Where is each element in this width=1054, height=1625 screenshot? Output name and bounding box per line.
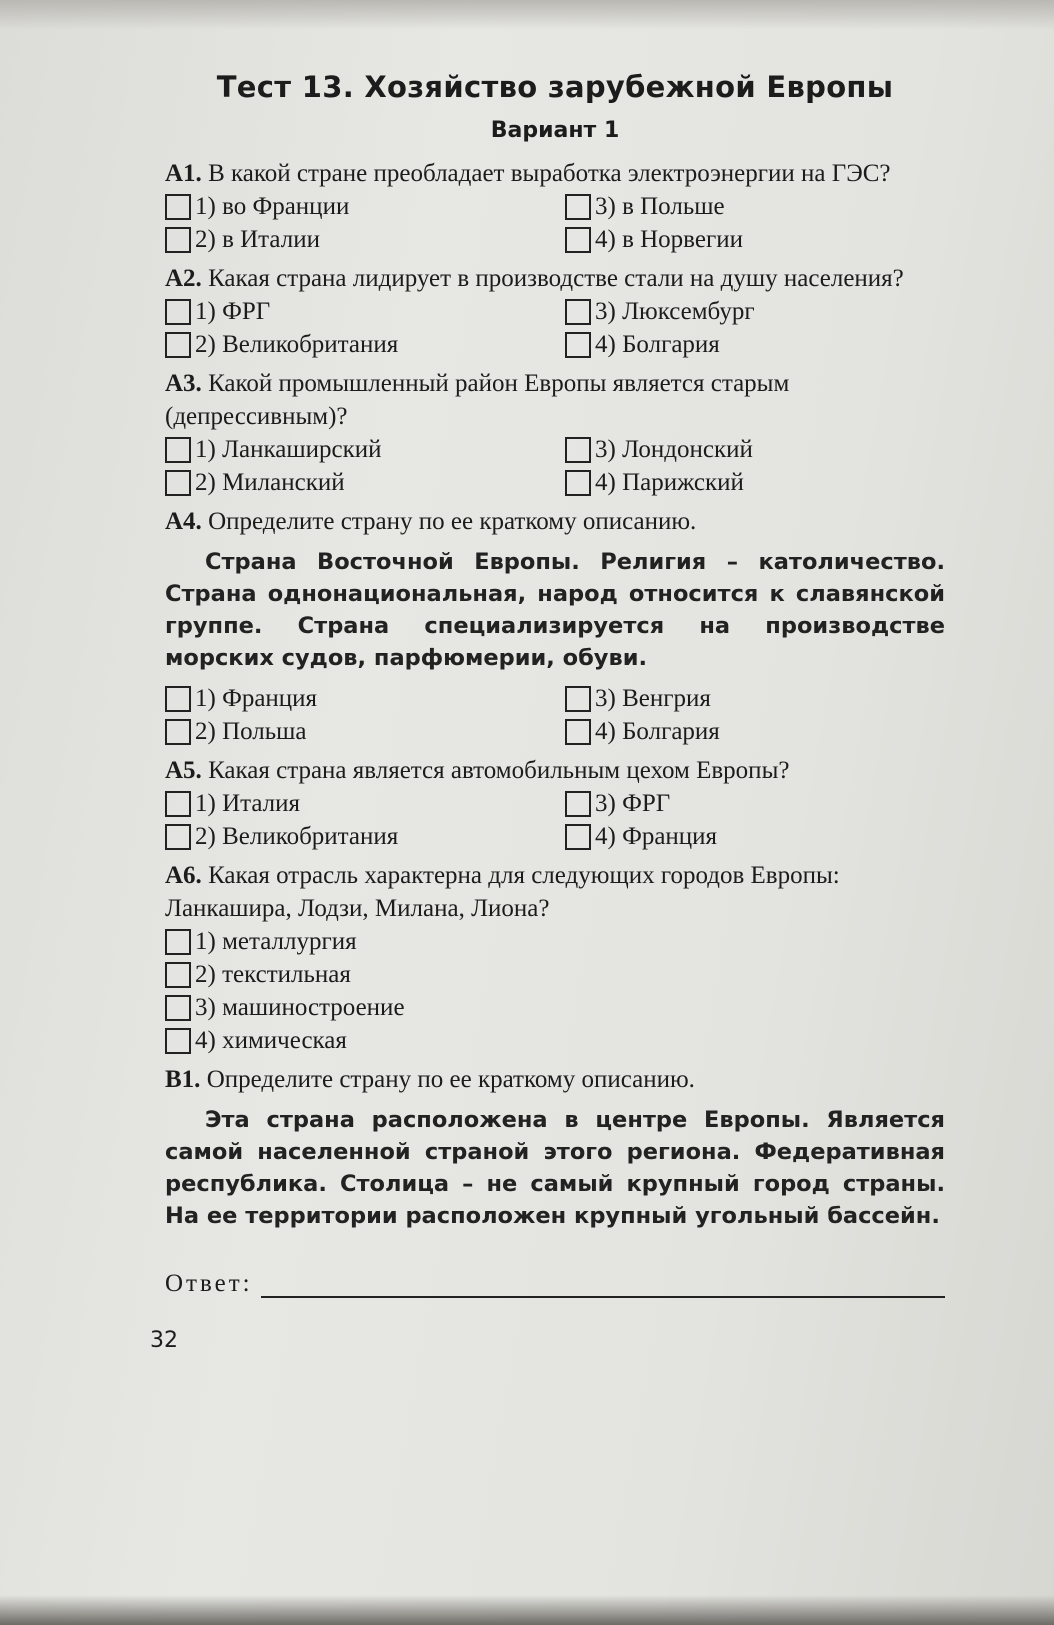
answer-row (165, 1266, 945, 1298)
checkbox[interactable] (165, 791, 191, 817)
question-a1 (165, 157, 945, 256)
checkbox[interactable] (165, 929, 191, 955)
question-prompt: Определите страну по ее краткому описанию. (206, 1066, 695, 1093)
option-3[interactable] (565, 787, 945, 820)
option-4[interactable] (565, 328, 945, 361)
question-prompt: Определите страну по ее краткому описанию. (208, 508, 697, 535)
question-text (165, 505, 945, 538)
option-3[interactable] (565, 190, 945, 223)
checkbox[interactable] (165, 995, 191, 1021)
checkbox[interactable] (565, 332, 591, 358)
option-4[interactable] (565, 715, 945, 748)
question-number: А2. (165, 265, 202, 292)
option-label: 3) Люксембург (595, 298, 755, 325)
options-grid (165, 433, 945, 499)
question-a3 (165, 367, 945, 499)
checkbox[interactable] (565, 824, 591, 850)
checkbox[interactable] (565, 227, 591, 253)
question-prompt: Какая отрасль характерна для следующих городов Европы: Ланкашира, Лодзи, Милана, Лиона? (165, 862, 840, 922)
page-number: 32 (150, 1328, 178, 1353)
question-number: А6. (165, 862, 202, 889)
option-label: 3) ФРГ (595, 790, 671, 817)
option-label: 2) Великобритания (195, 331, 399, 358)
options-grid (165, 190, 945, 256)
option-1[interactable] (165, 787, 565, 820)
option-label: 4) Франция (595, 823, 718, 850)
option-label: 2) Великобритания (195, 823, 399, 850)
option-label: 2) текстильная (195, 961, 351, 988)
checkbox[interactable] (565, 686, 591, 712)
option-label: 3) Лондонский (595, 436, 753, 463)
option-2[interactable] (165, 466, 565, 499)
option-2[interactable] (165, 958, 945, 991)
option-label: 1) Ланкаширский (195, 436, 382, 463)
answer-input-line[interactable] (261, 1266, 945, 1298)
options-grid (165, 682, 945, 748)
options-grid (165, 787, 945, 853)
option-2[interactable] (165, 820, 565, 853)
question-text (165, 367, 945, 433)
option-4[interactable] (565, 820, 945, 853)
option-1[interactable] (165, 925, 945, 958)
option-1[interactable] (165, 682, 565, 715)
question-a6 (165, 859, 945, 1057)
question-number: В1. (165, 1066, 201, 1093)
option-label: 4) Парижский (595, 469, 744, 496)
checkbox[interactable] (165, 470, 191, 496)
checkbox[interactable] (165, 719, 191, 745)
checkbox[interactable] (565, 437, 591, 463)
option-label: 4) Болгария (595, 718, 720, 745)
question-text (165, 157, 945, 190)
checkbox[interactable] (165, 332, 191, 358)
variant-heading: Вариант 1 (490, 118, 620, 143)
country-description: Страна Восточной Европы. Религия – католичество. Страна однонациональная, народ относится к славянской группе. Страна специализируется на производстве морских судов, парфюмерии, обуви. (165, 549, 945, 671)
option-label: 2) в Италии (195, 226, 320, 253)
option-label: 1) во Франции (195, 193, 350, 220)
answer-label: Ответ: (165, 1270, 253, 1297)
option-label: 3) машиностроение (195, 994, 405, 1021)
question-number: А4. (165, 508, 202, 535)
option-4[interactable] (565, 223, 945, 256)
question-number: А5. (165, 757, 202, 784)
option-2[interactable] (165, 328, 565, 361)
page-title: Тест 13. Хозяйство зарубежной Европы (216, 70, 894, 104)
question-text (165, 859, 945, 925)
option-label: 3) Венгрия (595, 685, 711, 712)
question-text (165, 1063, 945, 1096)
question-text (165, 262, 945, 295)
test-content (150, 70, 945, 1353)
checkbox[interactable] (165, 824, 191, 850)
option-3[interactable] (565, 682, 945, 715)
option-label: 1) металлургия (195, 928, 357, 955)
option-1[interactable] (165, 433, 565, 466)
country-description: Эта страна расположена в центре Европы. Является самой населенной страной этого региона. Федеративная республика. Столица – не самый крупный город страны. На ее территории расположен крупный угольный бассейн. (165, 1107, 945, 1229)
question-number: А3. (165, 370, 202, 397)
question-prompt: В какой стране преобладает выработка электроэнергии на ГЭС? (208, 160, 891, 187)
checkbox[interactable] (165, 194, 191, 220)
question-a2 (165, 262, 945, 361)
option-3[interactable] (565, 433, 945, 466)
options-list (165, 925, 945, 1057)
option-2[interactable] (165, 715, 565, 748)
checkbox[interactable] (165, 227, 191, 253)
question-text (165, 754, 945, 787)
option-label: 3) в Польше (595, 193, 725, 220)
option-2[interactable] (165, 223, 565, 256)
question-prompt: Какая страна лидирует в производстве стали на душу населения? (208, 265, 904, 292)
option-label: 4) в Норвегии (595, 226, 743, 253)
checkbox[interactable] (565, 470, 591, 496)
option-1[interactable] (165, 190, 565, 223)
option-label: 1) Италия (195, 790, 301, 817)
checkbox[interactable] (565, 299, 591, 325)
checkbox[interactable] (165, 437, 191, 463)
option-3[interactable] (165, 991, 945, 1024)
option-3[interactable] (565, 295, 945, 328)
question-a4 (165, 505, 945, 748)
option-1[interactable] (165, 295, 565, 328)
options-grid (165, 295, 945, 361)
option-label: 2) Польша (195, 718, 307, 745)
question-a5 (165, 754, 945, 853)
checkbox[interactable] (165, 299, 191, 325)
checkbox[interactable] (565, 194, 591, 220)
question-prompt: Какой промышленный район Европы является старым (депрессивным)? (165, 370, 790, 430)
option-label: 1) ФРГ (195, 298, 271, 325)
question-number: А1. (165, 160, 202, 187)
page-top-shadow (0, 0, 1054, 30)
checkbox[interactable] (165, 1028, 191, 1054)
option-label: 2) Миланский (195, 469, 345, 496)
option-label: 4) Болгария (595, 331, 720, 358)
question-prompt: Какая страна является автомобильным цехом Европы? (208, 757, 790, 784)
checkbox[interactable] (565, 719, 591, 745)
checkbox[interactable] (165, 962, 191, 988)
option-label: 4) химическая (195, 1027, 347, 1054)
checkbox[interactable] (165, 686, 191, 712)
checkbox[interactable] (565, 791, 591, 817)
option-4[interactable] (165, 1024, 945, 1057)
option-label: 1) Франция (195, 685, 318, 712)
option-4[interactable] (565, 466, 945, 499)
question-b1 (165, 1063, 945, 1298)
page-bottom-shadow (0, 1595, 1054, 1625)
